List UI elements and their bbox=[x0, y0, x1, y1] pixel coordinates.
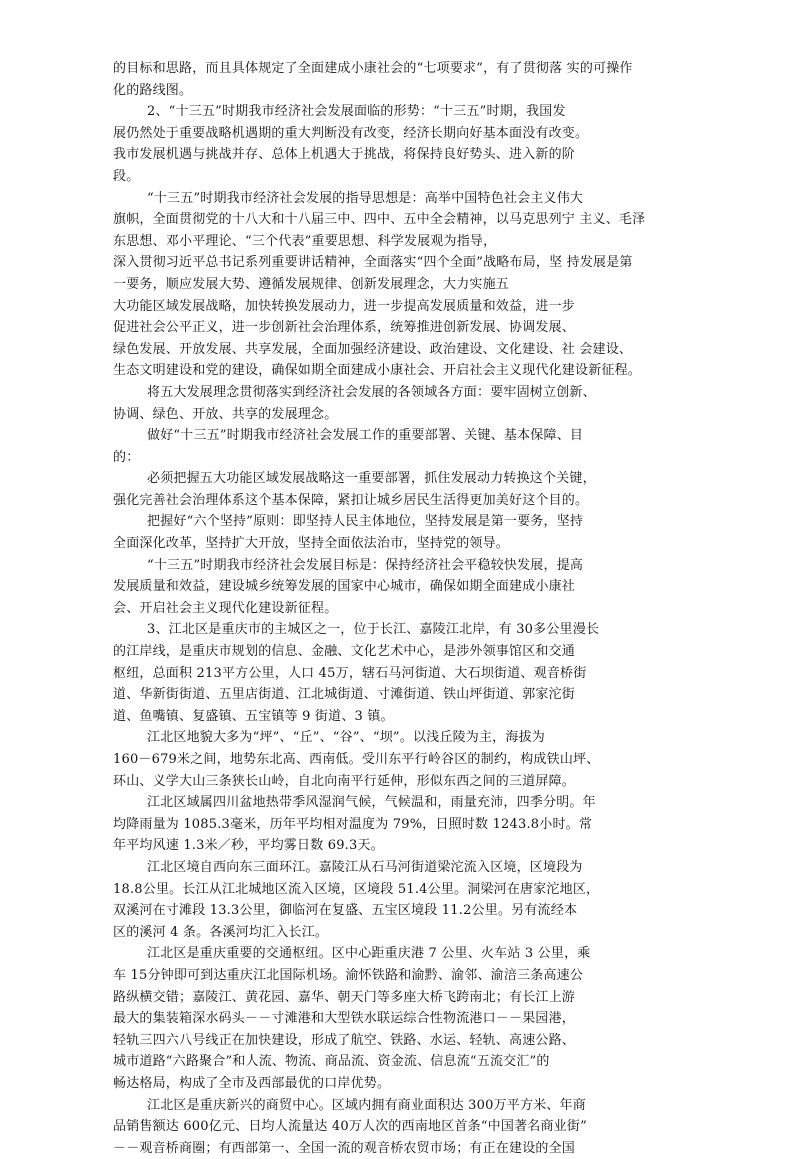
text-line: 必须把握五大功能区域发展战略这一重要部署，抓住发展动力转换这个关键， bbox=[147, 471, 596, 487]
text-line: 路纵横交错；嘉陵江、黄花园、嘉华、朝天门等多座大桥飞跨南北；有长江上游 bbox=[113, 989, 576, 1005]
text-line: 发展质量和效益，建设城乡统筹发展的国家中心城市，确保如期全面建成小康社 bbox=[113, 579, 576, 595]
text-line: 将五大发展理念贯彻落实到经济社会发展的各领域各方面：要牢固树立创新、 bbox=[147, 384, 596, 400]
text-line: 强化完善社会治理体系这个基本保障，紧扣让城乡居民生活得更加美好这个目的。 bbox=[113, 492, 589, 508]
text-line: 最大的集装箱深水码头－－寸滩港和大型铁水联运综合性物流港口－－果园港， bbox=[113, 1011, 576, 1027]
text-line: 会、开启社会主义现代化建设新征程。 bbox=[113, 600, 338, 616]
text-line: “十三五”时期我市经济社会发展目标是：保持经济社会平稳较快发展，提高 bbox=[147, 557, 584, 573]
text-line: 均降雨量为 1085.3毫米，历年平均相对温度为 79%，日照时数 1243.8小时。常 bbox=[113, 816, 593, 832]
text-line: 深入贯彻习近平总书记系列重要讲话精神，全面落实“四个全面”战略布局，坚 持发展是第 bbox=[113, 255, 633, 271]
text-line: －－观音桥商圈；有西部第一、全国一流的观音桥农贸市场；有正在建设的全国 bbox=[113, 1140, 576, 1156]
text-line: 枢纽，总面积 213平方公里，人口 45万，辖石马河街道、大石坝街道、观音桥街 bbox=[113, 665, 587, 681]
document-page bbox=[113, 58, 685, 1159]
text-line: 大功能区域发展战略，加快转换发展动力，进一步提高发展质量和效益，进一步 bbox=[113, 298, 576, 314]
text-line: 化的路线图。 bbox=[113, 82, 193, 98]
text-line: 把握好“六个坚持”原则：即坚持人民主体地位，坚持发展是第一要务，坚持 bbox=[147, 514, 584, 530]
text-line: 促进社会公平正义，进一步创新社会治理体系，统筹推进创新发展、协调发展、 bbox=[113, 320, 576, 336]
text-line: 车 15分钟即可到达重庆江北国际机场。渝怀铁路和渝黔、渝邻、渝涪三条高速公 bbox=[113, 967, 584, 983]
text-line: 畅达格局，构成了全市及西部最优的口岸优势。 bbox=[113, 1075, 391, 1091]
text-line: 城市道路“六路聚合”和人流、物流、商品流、资金流、信息流“五流交汇”的 bbox=[113, 1054, 550, 1070]
text-line: 全面深化改革，坚持扩大开放，坚持全面依法治市，坚持党的领导。 bbox=[113, 536, 510, 552]
text-line: 160－679米之间，地势东北高、西南低。受川东平行岭谷区的制约，构成铁山坪、 bbox=[113, 752, 600, 767]
text-line: 江北区境自西向东三面环江。嘉陵江从石马河街道梁沱流入区境，区境段为 bbox=[147, 859, 583, 875]
text-line: 做好“十三五”时期我市经济社会发展工作的重要部署、关键、基本保障、目 bbox=[147, 428, 584, 444]
text-line: 东思想、邓小平理论、“三个代表”重要思想、科学发展观为指导， bbox=[113, 233, 497, 249]
text-line: 轻轨三四六八号线正在加快建设，形成了航空、铁路、水运、轻轨、高速公路、 bbox=[113, 1032, 576, 1048]
text-line: 江北区是重庆新兴的商贸中心。区域内拥有商业面积达 300万平方米、年商 bbox=[147, 1097, 586, 1113]
text-line: 江北区域属四川盆地热带季风湿润气候，气候温和，雨量充沛，四季分明。年 bbox=[147, 795, 596, 811]
text-line: 旗帜，全面贯彻党的十八大和十八届三中、四中、五中全会精神，以马克思列宁 主义、毛泽 bbox=[113, 212, 646, 228]
text-line: 我市发展机遇与挑战并存、总体上机遇大于挑战，将保持良好势头、进入新的阶 bbox=[113, 147, 576, 163]
text-line: 江北区是重庆重要的交通枢纽。区中心距重庆港 7 公里、火车站 3 公里，乘 bbox=[147, 946, 591, 962]
text-line: 段。 bbox=[113, 168, 140, 184]
text-line: 品销售额达 600亿元、日均人流量达 40万人次的西南地区首条“中国著名商业街” bbox=[113, 1119, 587, 1135]
text-line: 区的溪河 4 条。各溪河均汇入长江。 bbox=[113, 924, 329, 940]
text-line: 生态文明建设和党的建设，确保如期全面建成小康社会、开启社会主义现代化建设新征程。 bbox=[113, 363, 642, 379]
text-line: 环山、义学大山三条狭长山岭，自北向南平行延伸，形似东西之间的三道屏障。 bbox=[113, 773, 576, 789]
text-line: 18.8公里。长江从江北城地区流入区境，区境段 51.4公里。洞梁河在唐家沱地区， bbox=[113, 881, 600, 897]
text-line: 3、江北区是重庆市的主城区之一，位于长江、嘉陵江北岸，有 30多公里漫长 bbox=[147, 622, 600, 638]
text-line: 一要务，顺应发展大势、遵循发展规律、创新发展理念，大力实施五 bbox=[113, 276, 510, 292]
text-line: 的江岸线，是重庆市规划的信息、金融、文化艺术中心，是涉外领事馆区和交通 bbox=[113, 644, 576, 660]
text-line: “十三五”时期我市经济社会发展的指导思想是：高举中国特色社会主义伟大 bbox=[147, 190, 584, 206]
text-line: 道、鱼嘴镇、复盛镇、五宝镇等 9 街道、3 镇。 bbox=[113, 708, 394, 724]
text-line: 江北区地貌大多为“坪”、“丘”、“谷”、“坝”。以浅丘陵为主，海拔为 bbox=[147, 730, 545, 746]
text-line: 2、“十三五”时期我市经济社会发展面临的形势：“十三五”时期，我国发 bbox=[147, 104, 566, 120]
text-line: 年平均风速 1.3米／秒，平均雾日数 69.3天。 bbox=[113, 838, 384, 854]
text-line: 的目标和思路，而且具体规定了全面建成小康社会的“七项要求”，有了贯彻落 实的可操作 bbox=[113, 61, 633, 76]
text-line: 绿色发展、开放发展、共享发展，全面加强经济建设、政治建设、文化建设、社 会建设、 bbox=[113, 341, 633, 357]
text-line: 协调、绿色、开放、共享的发展理念。 bbox=[113, 406, 338, 422]
text-line: 双溪河在寸滩段 13.3公里，御临河在复盛、五宝区境段 11.2公里。另有流经本 bbox=[113, 903, 578, 919]
text-line: 道、华新街街道、五里店街道、江北城街道、寸滩街道、铁山坪街道、郭家沱街 bbox=[113, 687, 576, 703]
text-line: 展仍然处于重要战略机遇期的重大判断没有改变，经济长期向好基本面没有改变。 bbox=[113, 125, 589, 141]
text-line: 的： bbox=[113, 449, 140, 465]
